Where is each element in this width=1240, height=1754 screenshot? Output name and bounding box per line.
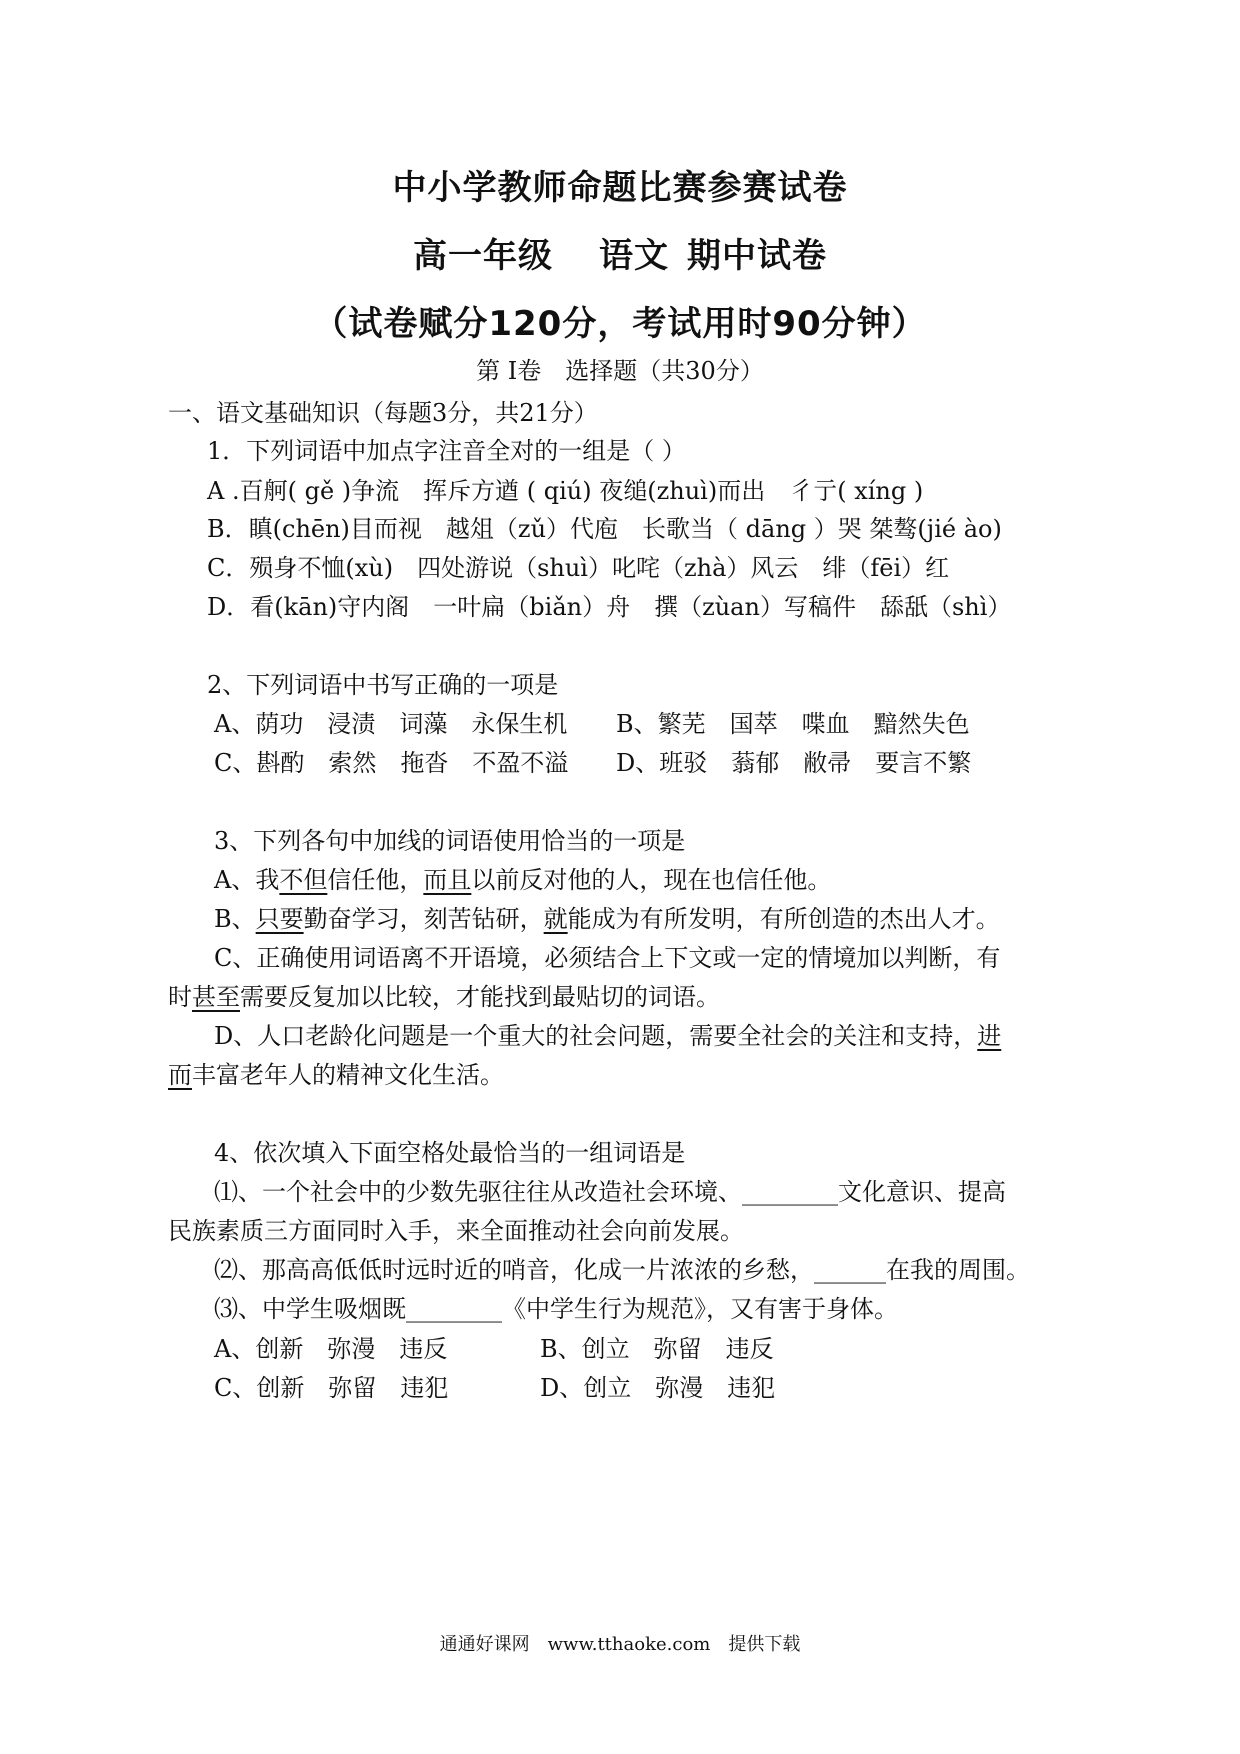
q3-option-d-line1 xyxy=(214,1021,1001,1051)
underlined-word: 就 xyxy=(543,905,568,933)
q1-option-b: B．瞋(chēn)目而视 越俎（zǔ）代庖 长歌当（ dāng ）哭 桀骜(jié ào) xyxy=(207,515,1002,543)
underlined-word: 进 xyxy=(977,1022,1002,1050)
underlined-word: 而且 xyxy=(423,866,472,894)
q3-option-d-line2 xyxy=(168,1060,504,1090)
q3-option-a xyxy=(214,865,831,895)
underlined-word: 不但 xyxy=(279,866,328,894)
q2-option-b: B、繁芜 国萃 喋血 黯然失色 xyxy=(616,710,970,738)
q1-option-c: C．殒身不恤(xù) 四处游说（shuì）叱咤（zhà）风云 绯（fēi）红 xyxy=(207,554,950,582)
exam-type-label: 期中试卷 xyxy=(687,236,827,276)
q1-option-d: D．看(kān)守内阁 一叶扁（biǎn）舟 撰（zùan）写稿件 舔舐（shì） xyxy=(207,593,1012,621)
grade-label: 高一年级 xyxy=(413,236,553,276)
q4-option-c: C、创新 弥留 违犯 xyxy=(214,1374,449,1402)
q1-option-a: A .百舸( gě )争流 挥斥方遒 ( qiú) 夜缒(zhuì)而出 彳亍( xíng ) xyxy=(207,477,924,505)
q3-option-c-line1: C、正确使用词语离不开语境，必须结合上下文或一定的情境加以判断，有 xyxy=(214,944,1001,972)
text-segment: 时 xyxy=(168,983,192,1011)
q4-option-d: D、创立 弥漫 违犯 xyxy=(540,1374,776,1402)
q2-option-c: C、斟酌 索然 拖沓 不盈不溢 xyxy=(214,749,569,777)
q3-option-c-line2 xyxy=(168,982,720,1012)
volume-heading: 第 Ⅰ卷 选择题（共30分） xyxy=(476,357,764,385)
text-segment: D、人口老龄化问题是一个重大的社会问题，需要全社会的关注和支持， xyxy=(214,1022,978,1050)
text-segment: 勤奋学习，刻苦钻研， xyxy=(303,905,544,933)
exam-title: 中小学教师命题比赛参赛试卷 xyxy=(392,168,848,208)
q3-stem: 3、下列各句中加线的词语使用恰当的一项是 xyxy=(214,827,686,855)
text-segment: 信任他， xyxy=(327,866,424,894)
text-segment: 丰富老年人的精神文化生活。 xyxy=(192,1061,504,1089)
q4-option-a: A、创新 弥漫 违反 xyxy=(214,1335,448,1363)
text-segment: 以前反对他的人，现在也信任他。 xyxy=(471,866,832,894)
q2-option-d: D、班驳 蓊郁 敝帚 要言不繁 xyxy=(616,749,972,777)
text-segment: A、我 xyxy=(214,866,280,894)
text-segment: 需要反复加以比较，才能找到最贴切的词语。 xyxy=(240,983,720,1011)
q1-stem: 1．下列词语中加点字注音全对的一组是（ ） xyxy=(207,437,686,465)
text-segment: B、 xyxy=(214,905,256,933)
page-footer: 通通好课网 www.tthaoke.com 提供下载 xyxy=(439,1634,801,1655)
exam-subtitle xyxy=(0,228,1240,277)
q3-option-b xyxy=(214,904,1000,934)
q2-option-a: A、荫功 浸渍 词藻 永保生机 xyxy=(214,710,568,738)
q4-stem: 4、依次填入下面空格处最恰当的一组词语是 xyxy=(214,1139,686,1167)
part-heading: 一、语文基础知识（每题3分，共21分） xyxy=(168,399,598,427)
underlined-word: 甚至 xyxy=(192,983,240,1011)
q4-sentence-2: ⑵、那高高低低时远时近的哨音，化成一片浓浓的乡愁，______在我的周围。 xyxy=(214,1256,1030,1284)
q4-sentence-1-line1: ⑴、一个社会中的少数先驱往往从改造社会环境、________文化意识、提高 xyxy=(214,1178,1006,1206)
q4-sentence-3: ⑶、中学生吸烟既________《中学生行为规范》，又有害于身体。 xyxy=(214,1295,898,1323)
q2-stem: 2、下列词语中书写正确的一项是 xyxy=(207,671,559,699)
q4-sentence-1-line2: 民族素质三方面同时入手，来全面推动社会向前发展。 xyxy=(168,1217,744,1245)
text-segment: 能成为有所发明，有所创造的杰出人才。 xyxy=(567,905,1000,933)
q4-option-b: B、创立 弥留 违反 xyxy=(540,1335,774,1363)
underlined-word: 而 xyxy=(168,1061,192,1089)
subject-label: 语文 xyxy=(599,236,669,276)
exam-info: （试卷赋分120分，考试用时90分钟） xyxy=(313,304,927,344)
underlined-word: 只要 xyxy=(255,905,304,933)
